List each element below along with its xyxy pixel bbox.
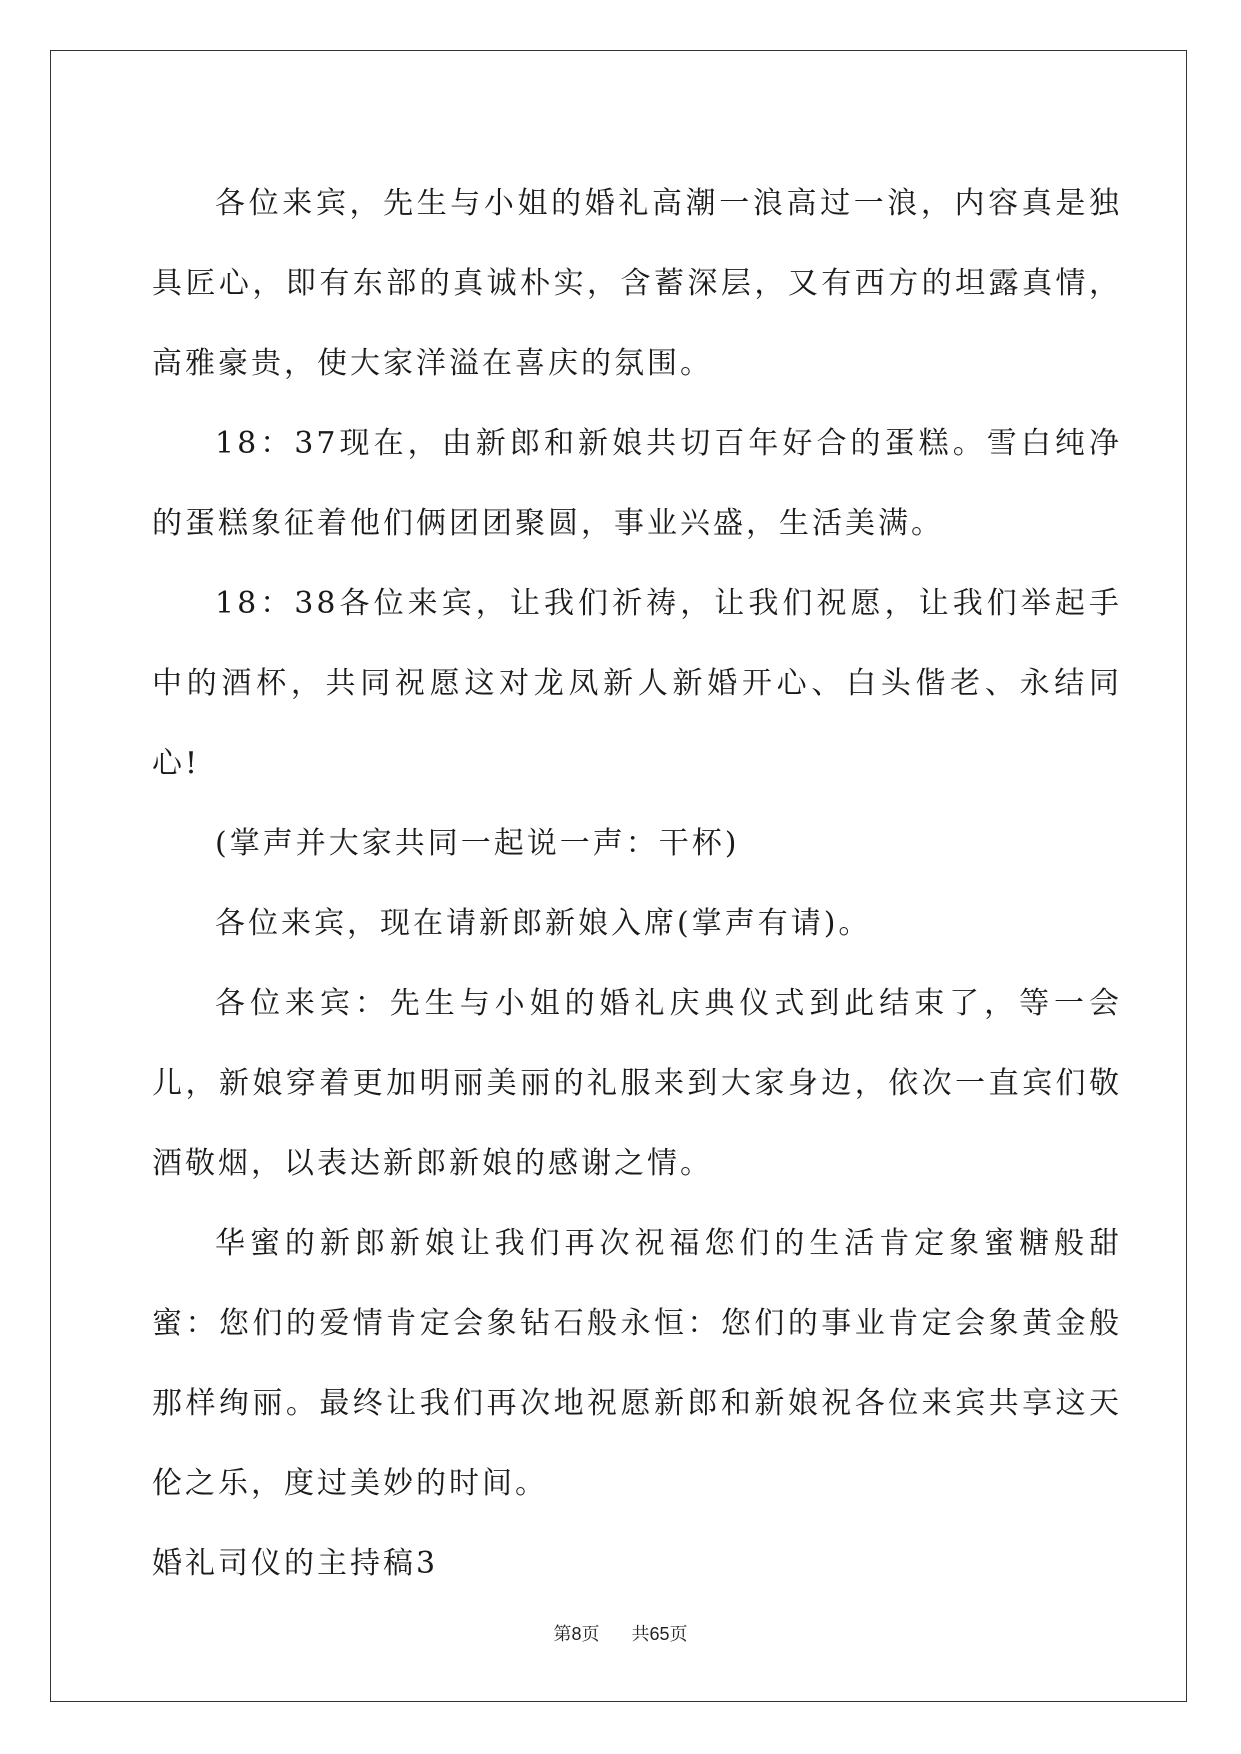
paragraph-6: 各位来宾：先生与小姐的婚礼庆典仪式到此结束了，等一会儿，新娘穿着更加明丽美丽的礼服来到大家身边，依次一直宾们敬酒敬烟，以表达新郎新娘的感谢之情。 (152, 986, 1122, 1181)
paragraph-2: 18：37现在，由新郎和新娘共切百年好合的蛋糕。雪白纯净的蛋糕象征着他们俩团团聚圆，事业兴盛，生活美满。 (152, 426, 1122, 541)
paragraph-7: 华蜜的新郎新娘让我们再次祝福您们的生活肯定象蜜糖般甜蜜：您们的爱情肯定会象钻石般永恒：您们的事业肯定会象黄金般那样绚丽。最终让我们再次地祝愿新郎和新娘祝各位来宾共享这天伦之乐，度过美妙的时间。 (152, 1226, 1122, 1501)
page-total: 共65页 (631, 1624, 688, 1644)
paragraph-1: 各位来宾，先生与小姐的婚礼高潮一浪高过一浪，内容真是独具匠心，即有东部的真诚朴实，含蓄深层，又有西方的坦露真情，高雅豪贵，使大家洋溢在喜庆的氛围。 (152, 186, 1122, 381)
page-footer (0, 1620, 1241, 1646)
paragraph-4: (掌声并大家共同一起说一声：干杯) (215, 826, 740, 861)
document-body (152, 164, 1122, 1604)
paragraph-5: 各位来宾，现在请新郎新娘入席(掌声有请)。 (215, 906, 872, 941)
section-heading: 婚礼司仪的主持稿3 (152, 1546, 439, 1581)
paragraph-3: 18：38各位来宾，让我们祈祷，让我们祝愿，让我们举起手中的酒杯，共同祝愿这对龙凤新人新婚开心、白头偕老、永结同心! (152, 586, 1122, 781)
page-number: 第8页 (553, 1624, 600, 1644)
